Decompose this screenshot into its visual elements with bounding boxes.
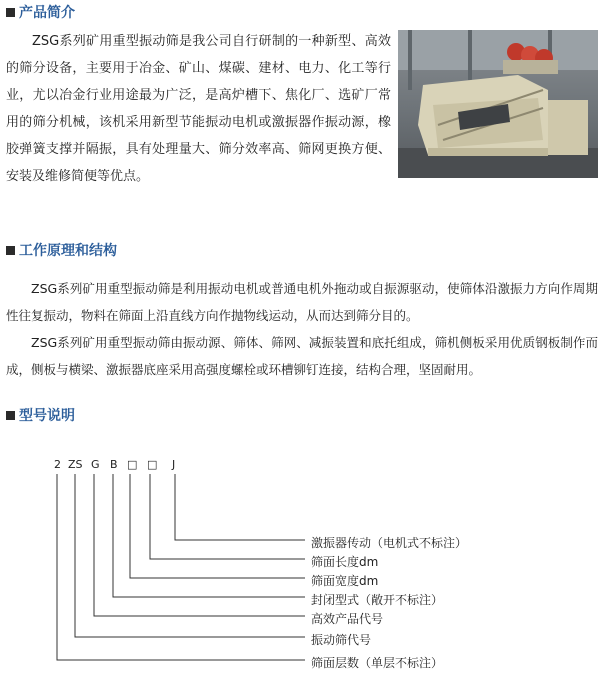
principle-text-2: ZSG系列矿用重型振动筛由振动源、筛体、筛网、减振装置和底托组成，筛机侧板采用优质钢板制作而成，侧板与横梁、激振器底座采用高强度螺栓或环槽铆钉连接，结构合理，坚固耐用。 bbox=[6, 335, 598, 377]
product-photo bbox=[398, 30, 598, 178]
desc-width: 筛面宽度dm bbox=[311, 574, 379, 588]
principle-text-1: ZSG系列矿用重型振动筛是利用振动电机或普通电机外拖动或自振源驱动，使筛体沿激振力方向作周期性往复振动，物料在筛面上沿直线方向作抛物线运动，从而达到筛分目的。 bbox=[6, 281, 598, 323]
intro-title: 产品简介 bbox=[19, 5, 75, 21]
intro-paragraph bbox=[6, 28, 391, 190]
desc-length: 筛面长度dm bbox=[311, 555, 379, 569]
leader-lines bbox=[57, 474, 305, 660]
model-title: 型号说明 bbox=[19, 408, 75, 424]
model-code-diagram bbox=[0, 440, 600, 674]
square-bullet-icon bbox=[6, 411, 15, 420]
code-width: □ bbox=[127, 458, 138, 471]
code-length: □ bbox=[147, 458, 158, 471]
principle-heading bbox=[6, 240, 117, 260]
desc-layers: 筛面层数（单层不标注） bbox=[311, 656, 444, 670]
code-layers: 2 bbox=[54, 458, 61, 471]
desc-closed: 封闭型式（敞开不标注） bbox=[311, 593, 444, 607]
square-bullet-icon bbox=[6, 8, 15, 17]
desc-efficient: 高效产品代号 bbox=[311, 612, 384, 626]
principle-title: 工作原理和结构 bbox=[19, 243, 117, 259]
square-bullet-icon bbox=[6, 246, 15, 255]
desc-drive: 激振器传动（电机式不标注） bbox=[311, 536, 468, 550]
code-closed: B bbox=[110, 458, 118, 471]
code-drive: J bbox=[172, 458, 176, 471]
desc-screen: 振动筛代号 bbox=[311, 633, 372, 647]
intro-heading bbox=[6, 2, 75, 22]
model-heading bbox=[6, 405, 75, 425]
vibrating-screen-image bbox=[398, 30, 598, 178]
intro-text: ZSG系列矿用重型振动筛是我公司自行研制的一种新型、高效的筛分设备，主要用于冶金、矿山、煤碳、建材、电力、化工等行业，尤以冶金行业用途最为广泛，是高炉槽下、焦化厂、选矿厂常用的筛分机械，该机采用新型节能振动电机或激振器作振动源，橡胶弹簧支撑并隔振，具有处理量大、筛分效率高、筛网更换方便、安装及维修简便等优点。 bbox=[6, 34, 391, 184]
code-screen: ZS bbox=[68, 458, 83, 471]
code-efficient: G bbox=[91, 458, 100, 471]
principle-paragraphs bbox=[6, 275, 598, 383]
